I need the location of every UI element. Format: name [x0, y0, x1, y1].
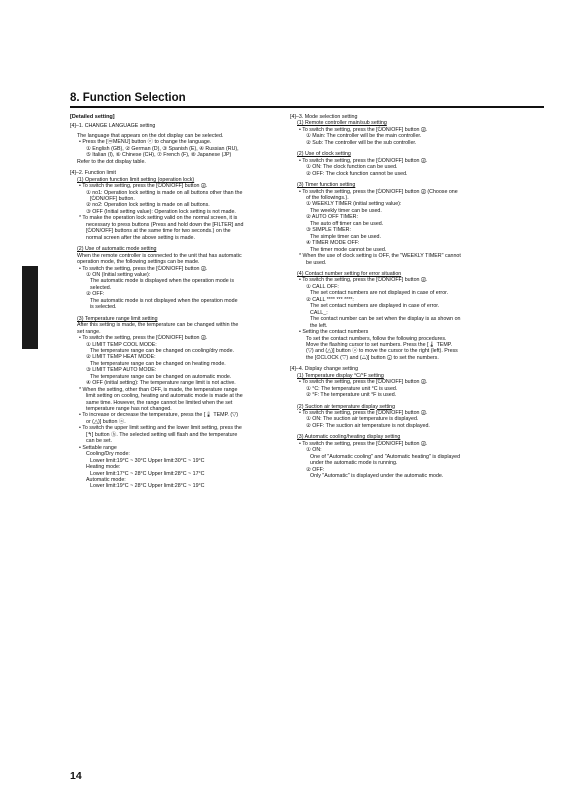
text-line: [Detailed setting] [70, 114, 115, 120]
text-line: (3) Temperature range limit setting [77, 315, 158, 322]
text-line: (▽) and (△)] button ⓐ to move the cursor to the right (left). Press [306, 348, 458, 355]
text-line: (2) Suction air temperature display setting [297, 403, 396, 410]
text-line: ② Sub: The controller will be the sub controller. [306, 139, 417, 146]
text-line: [⏻ON/OFF] buttons at the same time for two seconds.) on the [86, 228, 231, 235]
text-line: • To switch the setting, press the [⏻ON/OFF] button ⓓ. [299, 410, 428, 417]
text-line: ① no1: Operation lock setting is made on all buttons other than the [86, 189, 243, 196]
text-line: • Settable range [79, 444, 117, 451]
text-line: necessary to press buttons (Press and hold down the [FILTER] and [86, 221, 244, 228]
text-line: is selected. [90, 304, 117, 311]
section-rule [70, 106, 544, 108]
text-line: (3) Automatic cooling/heating display setting [297, 434, 401, 441]
text-line: The automatic mode is not displayed when the operation mode [90, 297, 238, 304]
text-line: set range. [77, 328, 101, 335]
text-line: • Setting the contact numbers [299, 329, 369, 336]
text-line: [⏻ON/OFF] button. [90, 195, 135, 202]
text-line: [↰] button ⓗ. The selected setting will flash and the temperature [86, 431, 238, 438]
chapter-tab-marker [22, 266, 38, 349]
text-line: under the automatic mode is running. [310, 460, 398, 467]
text-line: • Press the [ⓜMENU] button ⓔ to change the language. [79, 139, 212, 146]
text-line: * To make the operation lock setting valid on the normal screen, it is [79, 215, 238, 222]
text-line: ① WEEKLY TIMER (initial setting value): [306, 201, 402, 208]
text-line: After this setting is made, the temperature can be changed within the [77, 322, 239, 329]
text-line: • To switch the setting, press the [⏻ON/OFF] button ⓓ. [79, 335, 208, 342]
text-line: (3) Timer function setting [297, 182, 356, 189]
text-line: • To switch the setting, press the [⏻ON/OFF] button ⓓ. [299, 126, 428, 133]
text-line: operation mode, the following settings can be made. [77, 259, 200, 266]
text-line: When the remote controller is connected to the unit that has automatic [77, 252, 242, 259]
text-line: (1) Temperature display °C/°F setting [297, 372, 384, 379]
text-line: Lower limit:17°C ~ 28°C Upper limit:28°C ~ 17°C [90, 470, 205, 477]
text-line: of the followings.). [306, 194, 349, 201]
text-line: ① ON: The clock function can be used. [306, 164, 398, 171]
text-line: The simple timer can be used. [310, 233, 381, 240]
text-line: ③ LIMIT TEMP AUTO MODE: [86, 367, 157, 374]
text-line: To set the contact numbers, follow the following procedures. [306, 335, 447, 342]
text-line: Automatic mode: [86, 477, 126, 484]
text-line: The set contact numbers are displayed in case of error. [310, 303, 440, 310]
text-line: Lower limit:19°C ~ 28°C Upper limit:28°C ~ 19°C [90, 483, 205, 490]
text-line: (4) Contact number setting for error situation [297, 270, 402, 277]
text-line: (2) Use of automatic mode setting [77, 246, 157, 253]
text-line: [4]–3. Mode selection setting [290, 114, 358, 120]
text-line: One of "Automatic cooling" and "Automatic heating" is displayed [310, 453, 461, 460]
text-line: can be set. [86, 438, 112, 445]
text-line: Only "Automatic" is displayed under the automatic mode. [310, 473, 444, 480]
text-line: • To increase or decrease the temperature, press the [🌡 TEMP. (▽) [79, 412, 238, 419]
text-line: • To switch the setting, press the [⏻ON/OFF] button ⓓ. [79, 183, 208, 190]
text-line: • To switch the setting, press the [⏻ON/OFF] button ⓓ. [299, 440, 428, 447]
text-line: Move the flashing cursor to set numbers. Press the [🌡 TEMP. [306, 341, 453, 348]
text-line: The temperature range can be changed on automatic mode. [90, 373, 232, 380]
text-line: ③ SIMPLE TIMER: [306, 227, 351, 234]
text-line: The automatic mode is displayed when the operation mode is [90, 278, 234, 285]
text-line: ① ON: The suction air temperature is displayed. [306, 416, 419, 423]
text-line: ② OFF: The suction air temperature is not displayed. [306, 422, 430, 429]
text-line: ⑤ Italian (I), ⑥ Chinese (CH), ⑦ French (F), ⑧ Japanese (JP) [86, 152, 232, 159]
text-line: ② AUTO OFF TIMER: [306, 214, 358, 221]
text-line: • To switch the setting, press the [⏻ON/OFF] button ⓓ. [299, 379, 428, 386]
text-line: ④ OFF (initial setting): The temperature range limit is not active. [86, 380, 236, 387]
text-line: The weekly timer can be used. [310, 207, 382, 214]
text-line: The language that appears on the dot display can be selected. [77, 132, 224, 139]
text-line: limit setting on cooling, heating and automatic mode is made at the [86, 393, 243, 400]
page-number: 14 [70, 770, 82, 782]
text-line: ② OFF: The clock function cannot be used. [306, 170, 408, 177]
text-line: ② OFF: [306, 466, 325, 473]
text-line: • To switch the setting, press the [⏻ON/OFF] button ⓓ (Choose one [299, 188, 458, 195]
text-line: ① English (GB), ② German (D), ③ Spanish (E), ④ Russian (RU), [86, 145, 239, 152]
text-line: The set contact numbers are not displayed in case of error. [310, 290, 449, 297]
text-line: * When the setting, other than OFF, is made, the temperature range [79, 386, 238, 393]
text-line: ③ OFF (Initial setting value): Operation lock setting is not made. [86, 208, 236, 215]
left-column [70, 114, 302, 490]
text-line: • To switch the setting, press the [⏻ON/OFF] button ⓓ. [299, 157, 428, 164]
text-line: ② °F: The temperature unit °F is used. [306, 392, 397, 399]
text-line: The temperature range can be changed on heating mode. [90, 360, 226, 367]
text-line: • To switch the setting, press the [⏻ON/OFF] button ⓓ. [79, 265, 208, 272]
text-line: [4]–1. CHANGE LANGUAGE setting [70, 123, 156, 130]
text-line: (2) Use of clock setting [297, 151, 351, 158]
text-line: the left. [310, 322, 328, 329]
text-line: selected. [90, 284, 112, 291]
right-column [290, 114, 526, 480]
text-line: be used. [306, 259, 327, 266]
text-line: The timer mode cannot be used. [310, 246, 387, 253]
text-line: ① Main: The controller will be the main controller. [306, 133, 422, 140]
text-line: (1) Operation function limit setting (operation lock) [77, 176, 195, 183]
text-line: temperature range has not changed. [86, 406, 172, 413]
text-line: ① °C: The temperature unit °C is used. [306, 385, 398, 392]
text-line: ① ON: [306, 447, 322, 454]
text-line: [4]–2. Function limit [70, 170, 116, 177]
text-line: ② no2: Operation lock setting is made on all buttons. [86, 202, 210, 209]
text-line: the [⏲CLOCK (▽) and (△)] button ⓒ to set the numbers. [306, 354, 439, 361]
text-line: * When the use of clock setting is OFF, the "WEEKLY TIMER" cannot [299, 253, 461, 260]
text-line: ② LIMIT TEMP HEAT MODE: [86, 354, 156, 361]
section-title: 8. Function Selection [70, 92, 186, 104]
text-line: Lower limit:19°C ~ 30°C Upper limit:30°C ~ 19°C [90, 457, 205, 464]
text-line: Refer to the dot display table. [77, 158, 146, 165]
text-line: The auto off timer can be used. [310, 220, 384, 227]
text-line: ① LIMIT TEMP COOL MODE: [86, 341, 157, 348]
text-line: The contact number can be set when the display is as shown on [310, 316, 461, 323]
text-line: • To switch the upper limit setting and the lower limit setting, press the [79, 425, 242, 432]
text-line: same time. However, the range cannot be limited when the set [86, 399, 233, 406]
text-line: ① ON (Initial setting value): [86, 271, 151, 278]
text-line: Cooling/Dry mode: [86, 451, 130, 458]
text-line: or (△)] button ⓐ. [86, 418, 126, 425]
text-line: ① CALL OFF: [306, 283, 339, 290]
text-line: ② CALL **** *** ****: [306, 296, 354, 303]
text-line: [4]–4. Display change setting [290, 366, 359, 373]
text-line: (1) Remote controller main/sub setting [297, 120, 387, 127]
text-line: CALL_: [310, 309, 328, 316]
text-line: • To switch the setting, press the [⏻ON/OFF] button ⓓ. [299, 277, 428, 284]
text-line: ② OFF: [86, 291, 105, 298]
text-line: The temperature range can be changed on cooling/dry mode. [90, 347, 234, 354]
text-line: normal screen after the above setting is made. [86, 234, 195, 241]
text-line: ④ TIMER MODE OFF: [306, 240, 360, 247]
text-line: Heating mode: [86, 464, 121, 471]
